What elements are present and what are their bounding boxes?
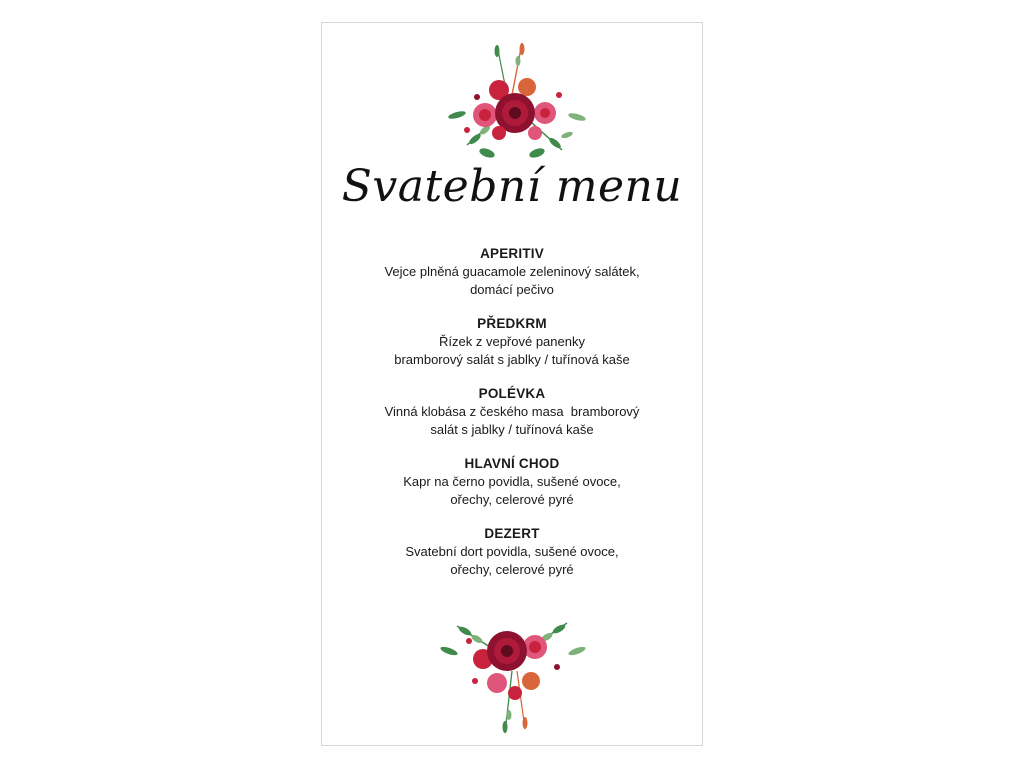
course-predkrm — [322, 315, 702, 368]
course-description-line: Vejce plněná guacamole zeleninový salátek, — [384, 264, 640, 279]
menu-title: Svatební menu — [341, 161, 683, 212]
course-heading: PŘEDKRM — [477, 316, 547, 331]
course-heading: DEZERT — [484, 526, 540, 541]
course-description-line: ořechy, celerové pyré — [450, 491, 574, 507]
menu-courses — [322, 245, 702, 595]
course-polevka — [322, 385, 702, 438]
course-hlavni-chod — [322, 455, 702, 508]
course-heading: APERITIV — [480, 246, 544, 261]
course-description-line: Svatební dort povidla, sušené ovoce, — [405, 544, 619, 559]
course-description-line: Kapr na černo povidla, sušené ovoce, — [403, 474, 621, 489]
course-dezert — [322, 525, 702, 578]
course-heading: POLÉVKA — [478, 386, 546, 401]
floral-top-decoration — [427, 35, 597, 165]
menu-card — [321, 22, 703, 746]
course-heading: HLAVNÍ CHOD — [464, 456, 560, 471]
course-description-line: domácí pečivo — [470, 281, 554, 297]
floral-bottom-decoration — [427, 611, 597, 741]
course-aperitiv — [322, 245, 702, 298]
course-description-line: bramborový salát s jablky / tuřínová kaše — [394, 351, 630, 367]
course-description-line: ořechy, celerové pyré — [450, 561, 574, 577]
course-description-line: salát s jablky / tuřínová kaše — [430, 421, 594, 437]
course-description-line: Řízek z vepřové panenky — [439, 334, 585, 349]
course-description-line: Vinná klobása z českého masa bramborový — [384, 404, 640, 419]
